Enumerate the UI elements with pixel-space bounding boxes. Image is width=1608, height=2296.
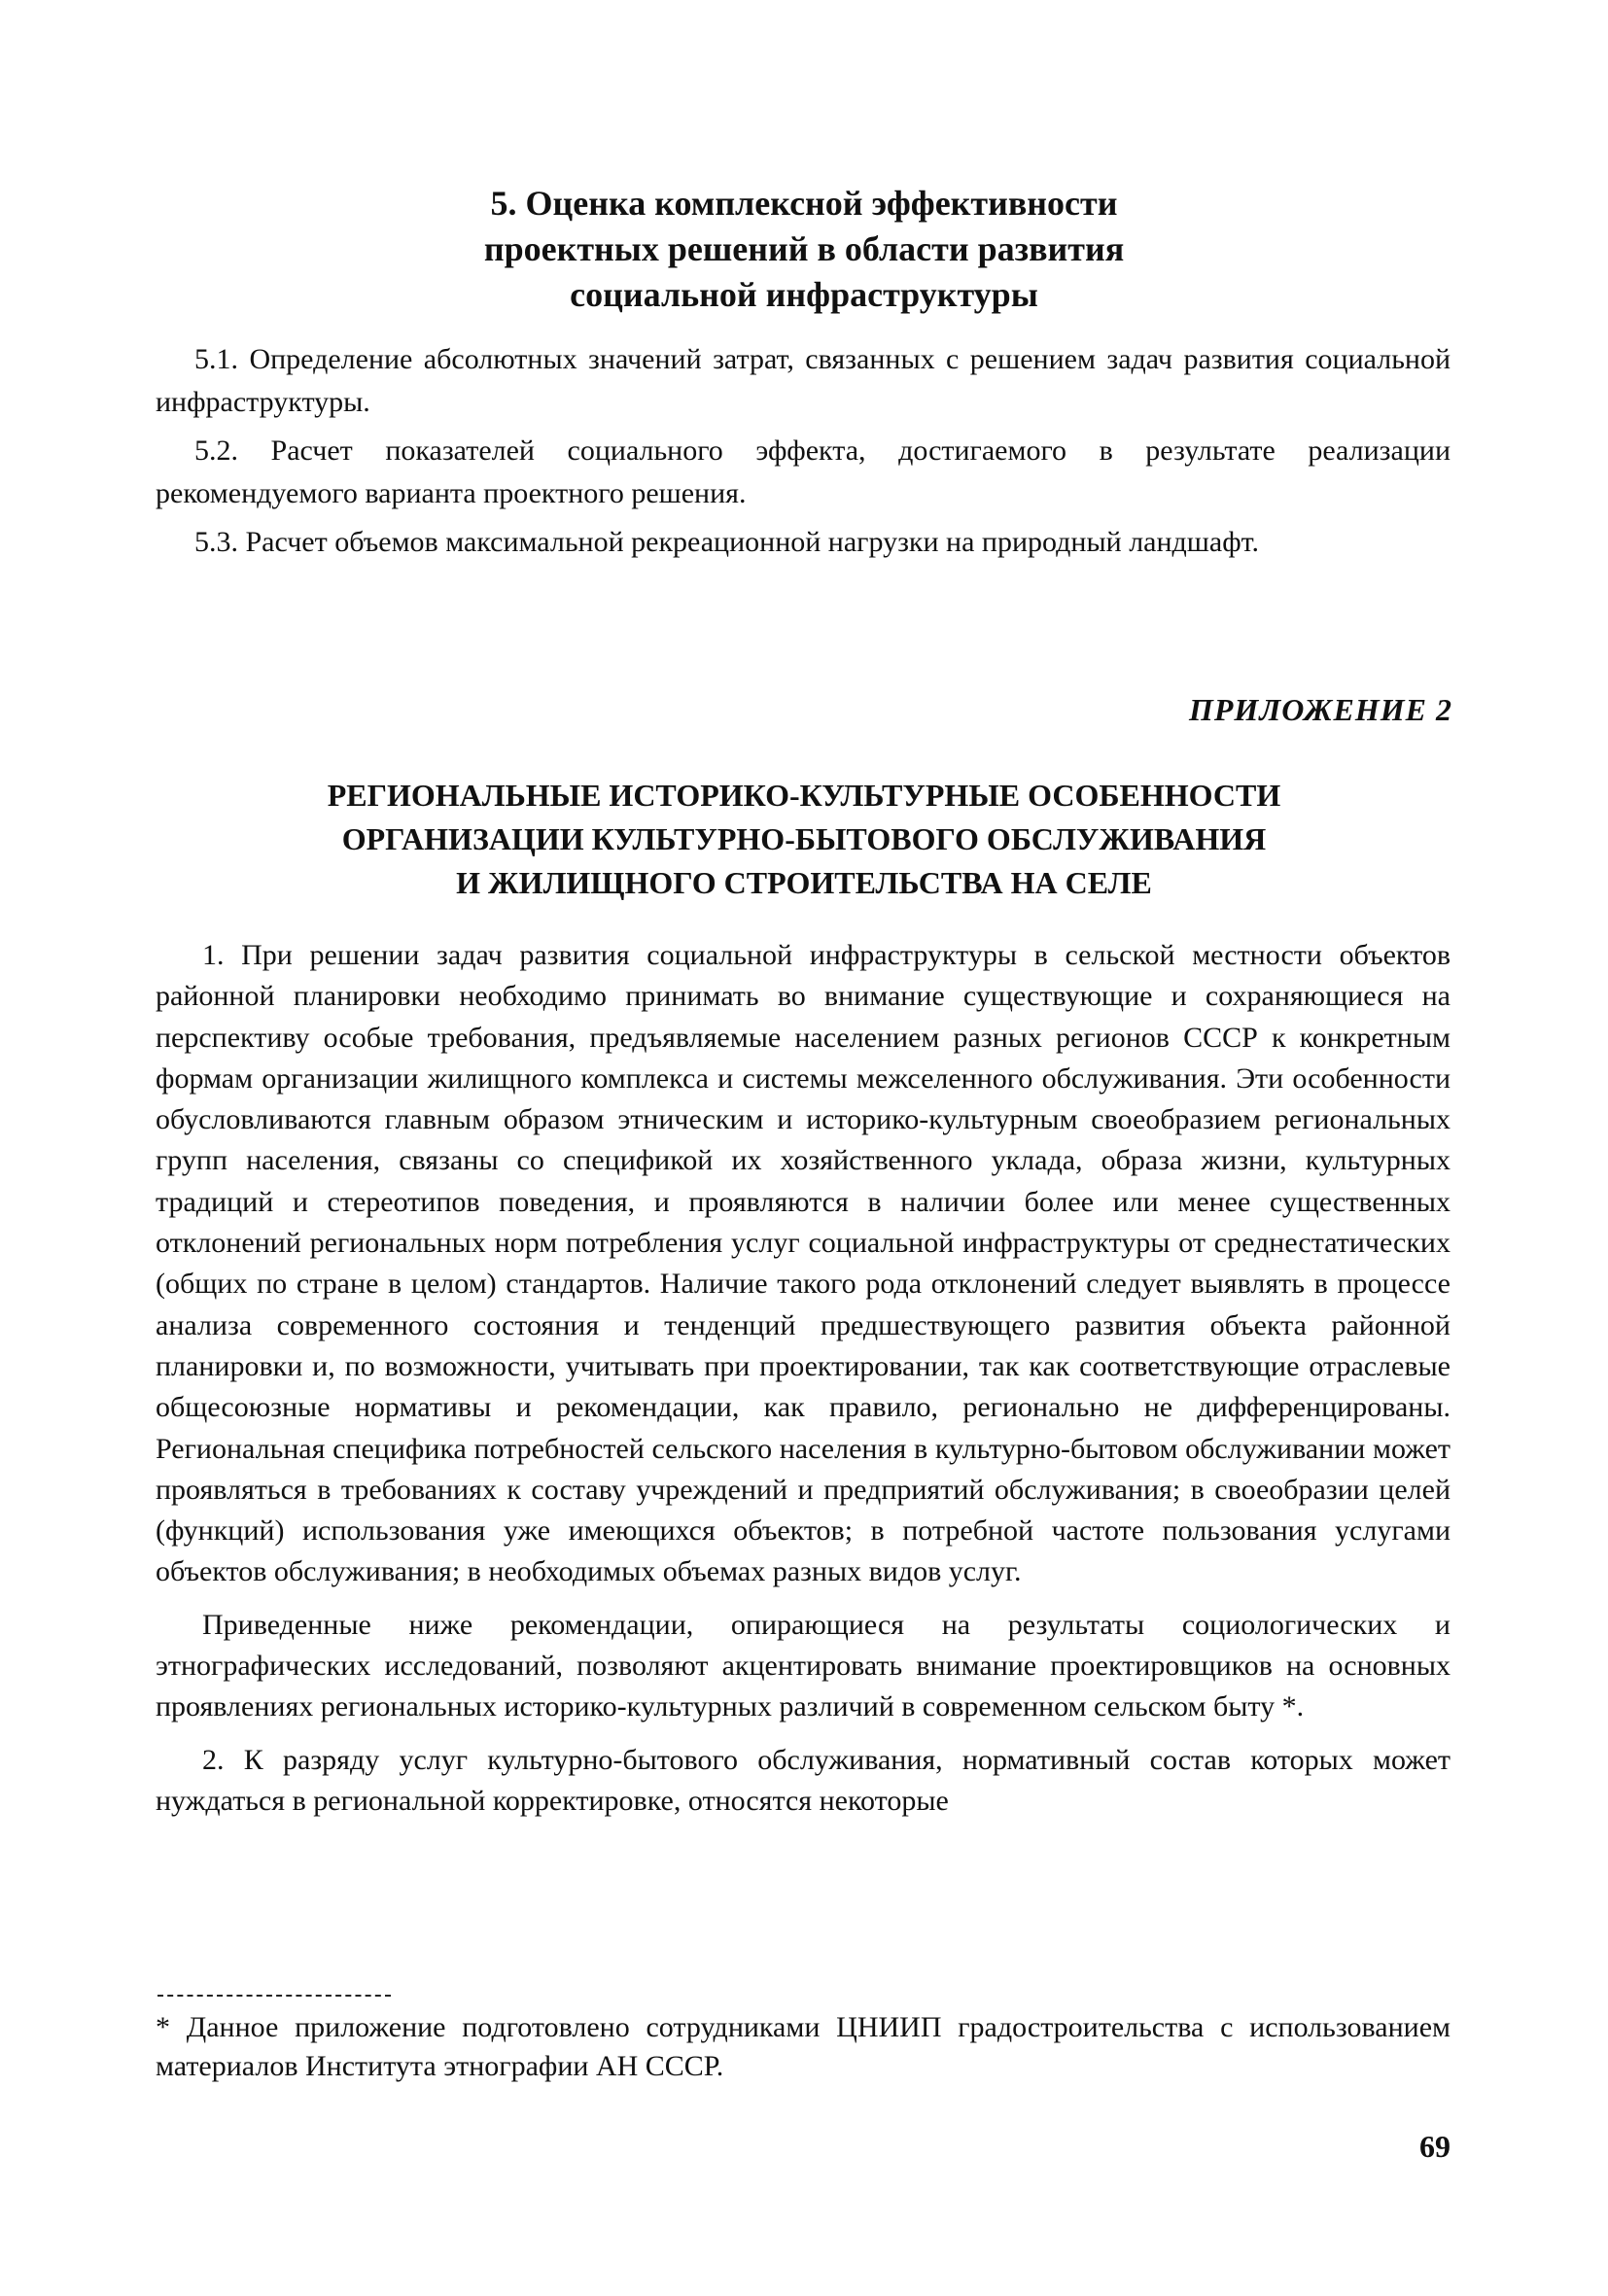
section-title — [292, 181, 1316, 318]
appendix-title — [233, 774, 1375, 905]
appendix-title-line: ОРГАНИЗАЦИИ КУЛЬТУРНО-БЫТОВОГО ОБСЛУЖИВАНИЯ — [341, 821, 1267, 856]
page-number: 69 — [1419, 2129, 1451, 2164]
appendix-label: ПРИЛОЖЕНИЕ 2 — [1188, 692, 1452, 727]
appendix-title-line: И ЖИЛИЩНОГО СТРОИТЕЛЬСТВА НА СЕЛЕ — [456, 865, 1152, 900]
section-title-line: проектных решений в области развития — [483, 229, 1125, 268]
footnote: * Данное приложение подготовлено сотрудниками ЦНИИП градостроительства с использованием материалов Института этнографии АН СССР. — [156, 2011, 1451, 2082]
section-title-line: социальной инфраструктуры — [570, 275, 1038, 314]
section-item: 5.3. Расчет объемов максимальной рекреационной нагрузки на природный ландшафт. — [194, 526, 1260, 558]
body-paragraph: Приведенные ниже рекомендации, опирающиеся на результаты социологических и этнографических исследований, позволяют акцентировать внимание проектировщиков на основных проявлениях региональных историко-культурных различий в современном сельском быту *. — [156, 1608, 1451, 1723]
body-paragraph: 1. При решении задач развития социальной инфраструктуры в сельской местности объектов районной планировки необходимо принимать во внимание существующие и сохраняющиеся на перспективу особые требования, предъявляемые населением разных регионов СССР к конкретным формам организации жилищного комплекса и системы межселенного обслуживания. Эти особенности обусловливаются главным образом этническим и историко-культурным своеобразием региональных групп населения, связаны со спецификой их хозяйственного уклада, образа жизни, культурных традиций и стереотипов поведения, и проявляются в наличии более или менее существенных отклонений региональных норм потребления услуг социальной инфраструктуры от среднестатических (общих по стране в целом) стандартов. Наличие такого рода отклонений следует выявлять в процессе анализа современного состояния и тенденций предшествующего развития объекта районной планировки и, по возможности, учитывать при проектировании, так как соответствующие отраслевые общесоюзные нормативы и рекомендации, как правило, регионально не дифференцированы. Региональная специфика потребностей сельского населения в культурно-бытовом обслуживании может проявляться в требованиях к составу учреждений и предприятий обслуживания; в своеобразии целей (функций) использования уже имеющихся объектов; в потребной частоте пользования услугами объектов обслуживания; в необходимых объемах разных видов услуг. — [156, 939, 1451, 1588]
section-items — [156, 338, 1451, 570]
appendix-title-line: РЕГИОНАЛЬНЫЕ ИСТОРИКО-КУЛЬТУРНЫЕ ОСОБЕННОСТИ — [327, 778, 1281, 813]
section-title-line: 5. Оценка комплексной эффективности — [490, 184, 1118, 223]
footnote-divider — [157, 1995, 391, 1997]
section-item: 5.1. Определение абсолютных значений затрат, связанных с решением задач развития социальной инфраструктуры. — [156, 343, 1451, 418]
section-item: 5.2. Расчет показателей социального эффекта, достигаемого в результате реализации рекомендуемого варианта проектного решения. — [156, 435, 1451, 509]
appendix-body — [156, 935, 1451, 1833]
body-paragraph: 2. К разряду услуг культурно-бытового обслуживания, нормативный состав которых может нуждаться в региональной корректировке, относятся некоторые — [156, 1743, 1451, 1817]
